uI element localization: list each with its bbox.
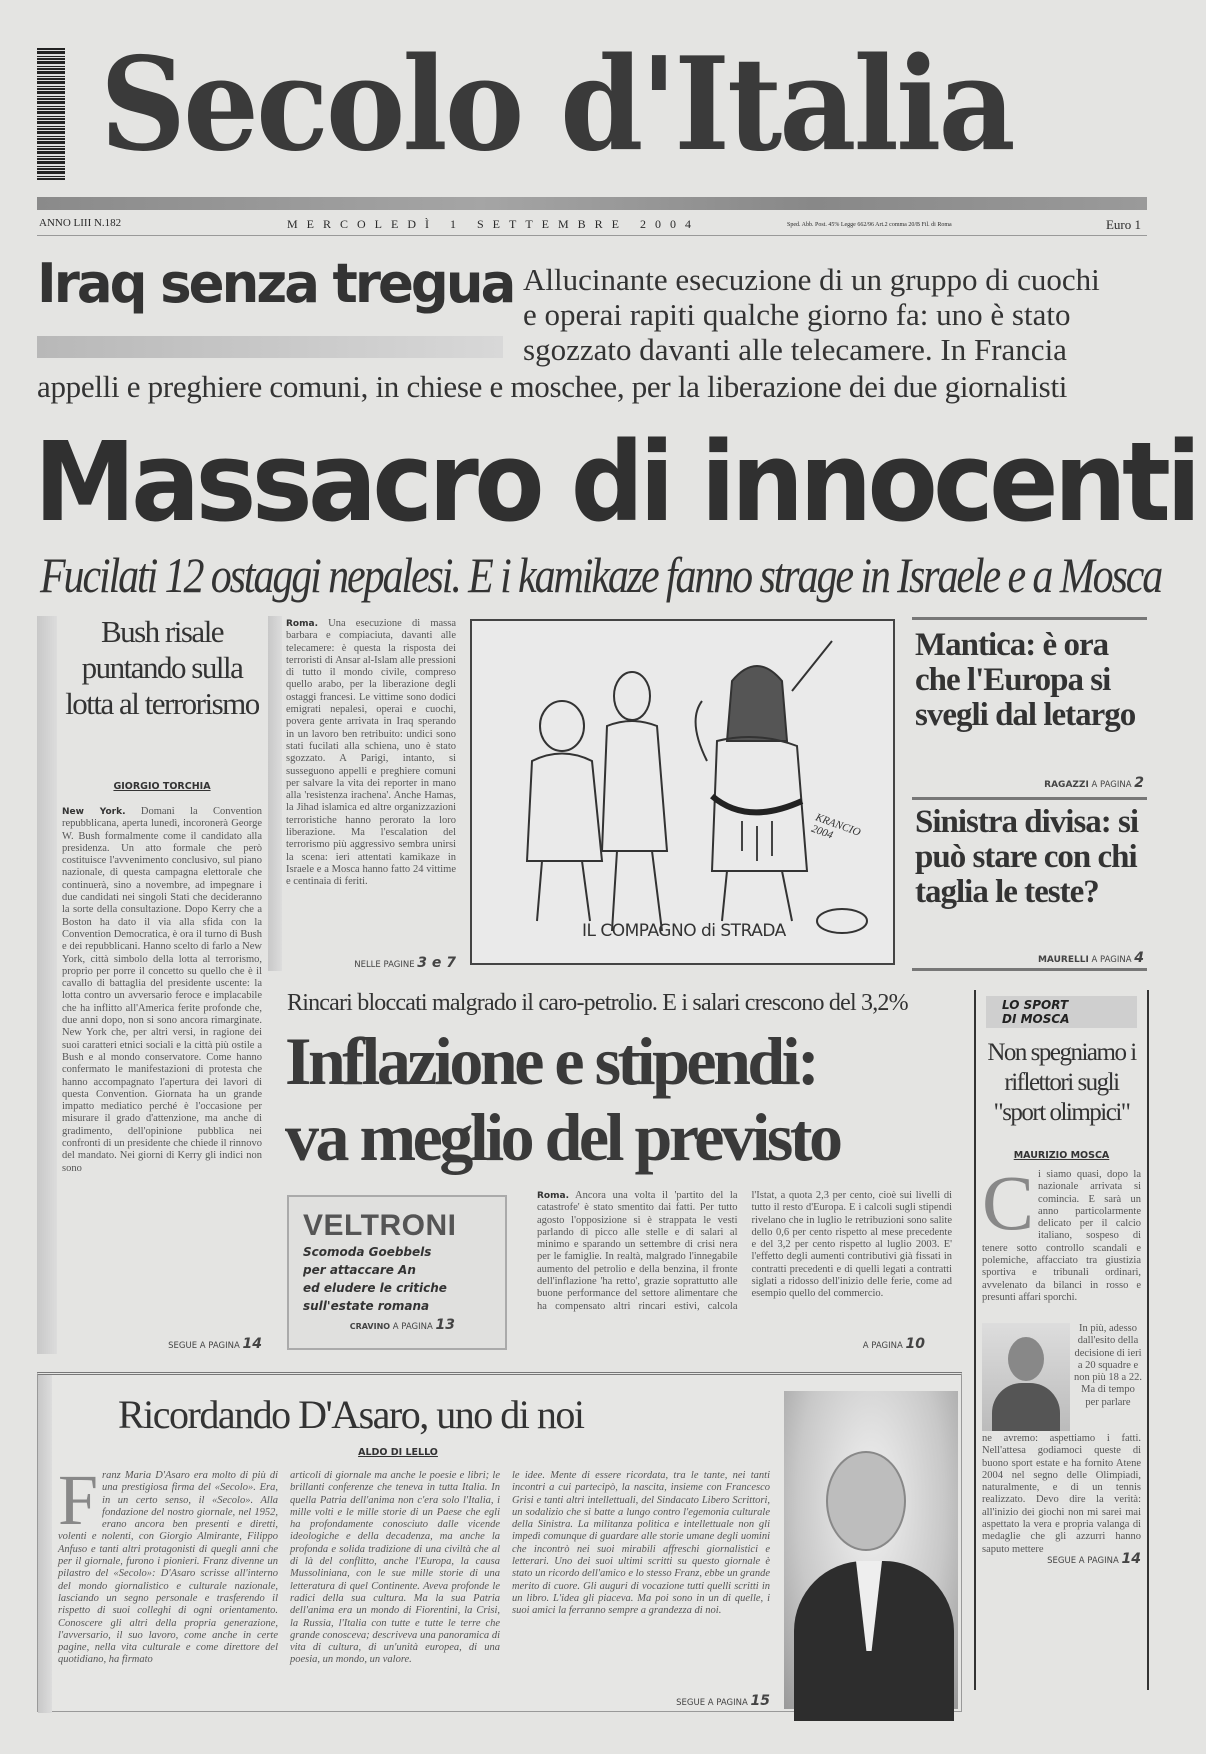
veltroni-line: sull'estate romana bbox=[303, 1299, 430, 1313]
ref-page: 13 bbox=[435, 1317, 455, 1333]
ref-page: 14 bbox=[242, 1336, 262, 1352]
lead-page-ref[interactable] bbox=[286, 955, 456, 971]
issue-date: MERCOLEDÌ 1 SETTEMBRE 2004 bbox=[287, 217, 700, 231]
sinistra-page-ref[interactable] bbox=[912, 950, 1144, 966]
dropcap: C bbox=[982, 1159, 1035, 1246]
barcode bbox=[37, 48, 65, 180]
bush-byline: GIORGIO TORCHIA bbox=[113, 781, 211, 792]
dateline-bar bbox=[37, 214, 1147, 236]
bush-text: Domani la Convention repubblicana, aperta lunedì, incoronerà George W. Bush formalmente come il candidato alla presidenza. Un atto formale che però costituisce l'avvenimento conclusivo, sul piano nazionale, di questa campagna elettorale che continuerà, sino a novembre, ad impegnare i due candidati nei singoli Stati che decideranno la sorte della consultazione. Dopo Kerry che a Boston ha dato il via alla sfida con la Convention Democratica, è ora il turno di Bush e dei repubblicani. Hanno scelto di farlo a New York, città simbolo della lotta al terrorismo, proprio per porre il concetto su quello che è il cavallo di battaglia del presidente uscente: la lotta contro un avversario feroce e implacabile che ha inflitto all'America ferite profonde che, due anni dopo, non si sono ancora rimarginate. New York che, per altri versi, in ragione dei suoi caratteri etnici sociali e la città più ostile a Bush e al mondo conservatore. Come hanno confermato le manifestazioni di protesta che hanno accompagnato l'apertura dei lavori di questa Convention. Giornata ha un grande impatto mediatico perché è l'occasione per misurare il grado d'attenzione, ma anche di gradimento, dell'opinione pubblica nei confronti di un presidente che chiede il rinnovo del mandato. Nei giorni di Kerry gli indici non sono bbox=[62, 806, 262, 1174]
ref-label: A PAGINA bbox=[1091, 780, 1132, 790]
inflazione-text: Ancora una volta il 'partito del la catastrofe' è stato smentito dai fatti. Per tutto agosto l'opposizione si è strappata le vesti parlando di picco alle stelle e di salari al minimo e sparando un settembre di crisi nera per le famiglie. In realtà, malgrado l'innegabile aumento del petrolio e della benzina, il fronte dell'inflazione 'ha retto', grazie soprattutto alle buone performance del settore alimentare che ha compensato altri rincari estivi, calcola l'Istat, a quota 2,3 per cento, cioè sui livelli di tutto il resto d'Europa. E i calcoli sugli stipendi rivelano che in luglio le retribuzioni sono salite dello 0,6 per cento rispetto al mese precedente e del 3,2 per cento rispetto al luglio 2003. E' l'effetto degli aumenti contributivi già fissati in contratti precedenti e di quelli legati a contratti siglati a ridosso dell'inizio delle ferie, come ad esempio quello del commercio. bbox=[537, 1190, 952, 1312]
dasaro-byline: ALDO DI LELLO bbox=[358, 1447, 438, 1458]
sport-body-photo: In più, adesso dall'esito della decisione di ieri a 20 squadre e non più 18 a 22. Ma di tempo per parlare bbox=[1074, 1323, 1142, 1408]
veltroni-line: per attaccare An bbox=[303, 1263, 416, 1277]
ref-author: MAURELLI bbox=[1037, 955, 1089, 965]
bush-headline: Bush risale puntando sulla lotta al terrorismo bbox=[65, 614, 259, 721]
inflazione-overline: Rincari bloccati malgrado il caro-petrolio. E i salari crescono del 3,2% bbox=[287, 990, 908, 1016]
lead-kicker-line: sgozzato davanti alle telecamere. In Francia bbox=[523, 332, 1067, 367]
ref-label: A PAGINA bbox=[1091, 955, 1132, 965]
cartoon-signature: KRANCIO 2004 bbox=[809, 811, 863, 842]
decorative-bar bbox=[37, 336, 503, 358]
maurizio-mosca-photo bbox=[982, 1323, 1070, 1431]
sport-body-top bbox=[982, 1159, 1141, 1317]
cartoon-drawing bbox=[472, 621, 893, 963]
bush-dateline: New York. bbox=[62, 807, 126, 817]
inflazione-page-ref[interactable] bbox=[740, 1336, 925, 1352]
sport-box bbox=[974, 990, 1149, 1690]
masthead-rule bbox=[37, 197, 1147, 210]
divider bbox=[912, 968, 1147, 971]
lead-dateline: Roma. bbox=[286, 619, 318, 629]
sport-body-bottom: ne avremo: aspettiamo i fatti. Nell'attesa godiamoci queste di buono sport estate e ha fornito Atene 2004 nel segno delle Olimpiadi, naturalmente, e di un tennis realizzato. Devo dire la verità: all'inizio dei giochi non mi sarei mai aspettato la vera e propria valanga di medaglie che gli azzurri hanno saputo mettere bbox=[982, 1433, 1141, 1555]
ref-author: RAGAZZI bbox=[1044, 780, 1089, 790]
dropcap: F bbox=[58, 1460, 99, 1540]
ref-page: 14 bbox=[1121, 1551, 1141, 1567]
dasaro-page-ref[interactable] bbox=[512, 1693, 770, 1709]
veltroni-line: ed eludere le critiche bbox=[303, 1281, 447, 1295]
ref-label: A PAGINA bbox=[862, 1341, 903, 1351]
price: Euro 1 bbox=[1105, 217, 1141, 232]
ref-label: NELLE PAGINE bbox=[354, 960, 415, 970]
lead-subhead: Fucilati 12 ostaggi nepalesi. E i kamikaze fanno strage in Israele e a Mosca bbox=[40, 547, 1162, 603]
ref-page: 2 bbox=[1134, 775, 1144, 791]
dasaro-col-2: articoli di giornale ma anche le poesie e libri; le brillanti conferenze che teneva in tutta Italia. In quella Patria dell'anima non c'era solo l'Italia, i mille volti e le mille storie di un Paese che egli ha profondamente conosciuto dalle vicende ideologiche e della decadenza, ma anche la profonda e solida tradizione di una civiltà che al di là del conflitto, anche l'Europa, la causa Mussoliniana, con le sue mille storie di una letteratura di quel Continente. Aveva profonde le radici della sua cultura. Ma la sua Patria dell'anima era un mondo di Fiorentini, la Crisi, la Russia, l'Italia con tutte e tutte le terre che grande conosceva; descriveva una panoramica di vita di cultura, di un'unità europea, di una poesia, un mondo, un valore. bbox=[290, 1470, 500, 1666]
lead-kicker-line: Allucinante esecuzione di un gruppo di cuochi bbox=[523, 262, 1100, 297]
column-shade bbox=[38, 1375, 52, 1713]
lead-body bbox=[286, 618, 456, 953]
issue-number: ANNO LIII N.182 bbox=[39, 217, 122, 229]
veltroni-line: Scomoda Goebbels bbox=[303, 1245, 432, 1259]
veltroni-page-ref[interactable] bbox=[303, 1317, 495, 1333]
ref-label: A PAGINA bbox=[392, 1322, 433, 1332]
ref-label: SEGUE A PAGINA bbox=[168, 1341, 240, 1351]
cartoon bbox=[470, 619, 895, 965]
sport-label-1: LO SPORT bbox=[1002, 998, 1069, 1012]
dasaro-box bbox=[37, 1372, 962, 1712]
dasaro-text: ranz Maria D'Asaro era molto di più di una prestigiosa firma del «Secolo». Era, in un certo senso, il «Secolo». Alla fondazione del nostro giornale, nel 1952, erano ancora ben presenti e diretti, volenti e nolenti, con Giorgio Almirante, Filippo Anfuso e tanti altri protagonisti di quegli anni che per il giornale, furono i pionieri. Franz divenne un pilastro del «Secolo»: D'Asaro scrisse all'interno del mondo giornalistico e culturale nazionale, lasciando un segno personale e trasferendo il rispetto di suoi colleghi di ogni orientamento. Conoscere gli altri della propria generazione, l'avversario, il suo lavoro, come anche in certe pagine, nella vita culturale e come direttore del quotidiano, ha firmato bbox=[58, 1470, 278, 1666]
bush-page-ref[interactable] bbox=[62, 1336, 262, 1352]
ref-page: 15 bbox=[750, 1693, 770, 1709]
lead-overline: Iraq senza tregua bbox=[37, 252, 514, 315]
ref-label: SEGUE A PAGINA bbox=[1047, 1556, 1119, 1566]
veltroni-box bbox=[287, 1195, 507, 1350]
inflazione-dateline: Roma. bbox=[537, 1191, 569, 1201]
sinistra-headline: Sinistra divisa: si può stare con chi taglia le teste? bbox=[915, 804, 1139, 910]
sport-label-2: DI MOSCA bbox=[1002, 1012, 1070, 1026]
dasaro-headline: Ricordando D'Asaro, uno di noi bbox=[118, 1392, 584, 1437]
lead-kicker-full: appelli e preghiere comuni, in chiese e moschee, per la liberazione dei due giornalisti bbox=[37, 369, 1068, 404]
ref-page: 4 bbox=[1134, 950, 1144, 966]
veltroni-subtitle bbox=[303, 1243, 495, 1315]
ref-label: SEGUE A PAGINA bbox=[676, 1698, 748, 1708]
mantica-headline: Mantica: è ora che l'Europa si svegli dal letargo bbox=[915, 627, 1136, 733]
column-shade bbox=[268, 616, 282, 971]
ref-page: 10 bbox=[905, 1336, 925, 1352]
dasaro-photo bbox=[784, 1391, 958, 1709]
column-shade bbox=[37, 616, 57, 1354]
sport-photo-row bbox=[982, 1323, 1141, 1431]
ref-page: 3 e 7 bbox=[417, 955, 456, 971]
cartoon-caption: IL COMPAGNO di STRADA bbox=[582, 921, 786, 941]
bush-body bbox=[62, 806, 262, 1326]
masthead-title: Secolo d'Italia bbox=[100, 30, 1013, 180]
inflazione-headline-2: va meglio del previsto bbox=[285, 1099, 840, 1175]
lead-text: Una esecuzione di massa barbara e compiaciuta, davanti alle telecamere: è questa la risposta dei terroristi di Ansar al-Islam alle pressioni di tutto il mondo civile, compreso quello arabo, per la liberazione degli ostaggi francesi. Le vittime sono dodici emigrati nepalesi, operai e cuochi, povera gente arrivata in Iraq sperando in un lavoro ben retribuito: undici sono stati fucilati alla schiena, uno è stato sgozzato. A Parigi, intanto, si susseguono appelli e preghiere comuni per salvare la vita dei reporter in mano alla 'resistenza irachena'. Anche Hamas, la Jihad islamica ed altre organizzazioni terroristiche hanno perorato la loro liberazione. Ma l'escalation del terrorismo più aggressivo sembra unirsi la scena: ieri attentati kamikaze in Israele e a Mosca hanno fatto 24 vittime e centinaia di feriti. bbox=[286, 618, 456, 888]
lead-kicker-line: e operai rapiti qualche giorno fa: uno è stato bbox=[523, 297, 1071, 332]
mantica-page-ref[interactable] bbox=[912, 775, 1144, 791]
divider bbox=[912, 797, 1147, 800]
sport-byline: MAURIZIO MOSCA bbox=[1013, 1150, 1110, 1161]
dasaro-col-3: le idee. Mente di essere ricordata, tra le tante, nei tanti incontri a cui partecipò, la nascita, insieme con Francesco Grisi e tanti altri intellettuali, del Sindacato Libero Scrittori, un sodalizio che si batte a lungo contro l'egemonia culturale della Sinistra. La militanza politica e intellettuale non gli impedì comunque di guardare alle storie umane degli uomini che incontrò nei suoi mirabili affreschi giornalistici e letterari. Uno dei suoi ultimi scritti su questo giornale è stato un ricordo dell'amico e lo stesso Franz, ebbe un grande merito di cuore. Gli auguri di vocazione tutti quelli scritti in un libro. L'idea gli piaceva. Ma poi sono in un di quelle, i suoi amici la ferranno sempre a grandezza di noi. bbox=[512, 1470, 770, 1617]
sport-label bbox=[986, 996, 1137, 1028]
inflazione-headline-1: Inflazione e stipendi: bbox=[285, 1023, 817, 1099]
inflazione-body bbox=[537, 1190, 952, 1330]
sport-text: i siamo quasi, dopo la nazionale arrivata si comincia. E sarà un anno particolarmente delicato per il calcio italiano, sospeso di tenere sotto controllo scandali e polemiche, affacciato tra giustizia sportiva e tribunali ordinari, avvelenato da bilanci in rosso e presunti affari sporchi. bbox=[982, 1169, 1141, 1303]
veltroni-title: VELTRONI bbox=[303, 1209, 457, 1242]
divider bbox=[912, 617, 1147, 620]
ref-author: CRAVINO bbox=[349, 1322, 391, 1331]
lead-headline: Massacro di innocenti bbox=[34, 418, 1197, 546]
postal-info: Sped. Abb. Post. 45% Legge 662/96 Art.2 comma 20/B Fil. di Roma bbox=[787, 222, 952, 228]
sport-headline: Non spegniamo i riflettori sugli "sport olimpici" bbox=[987, 1039, 1136, 1126]
dasaro-col-1 bbox=[58, 1460, 278, 1705]
